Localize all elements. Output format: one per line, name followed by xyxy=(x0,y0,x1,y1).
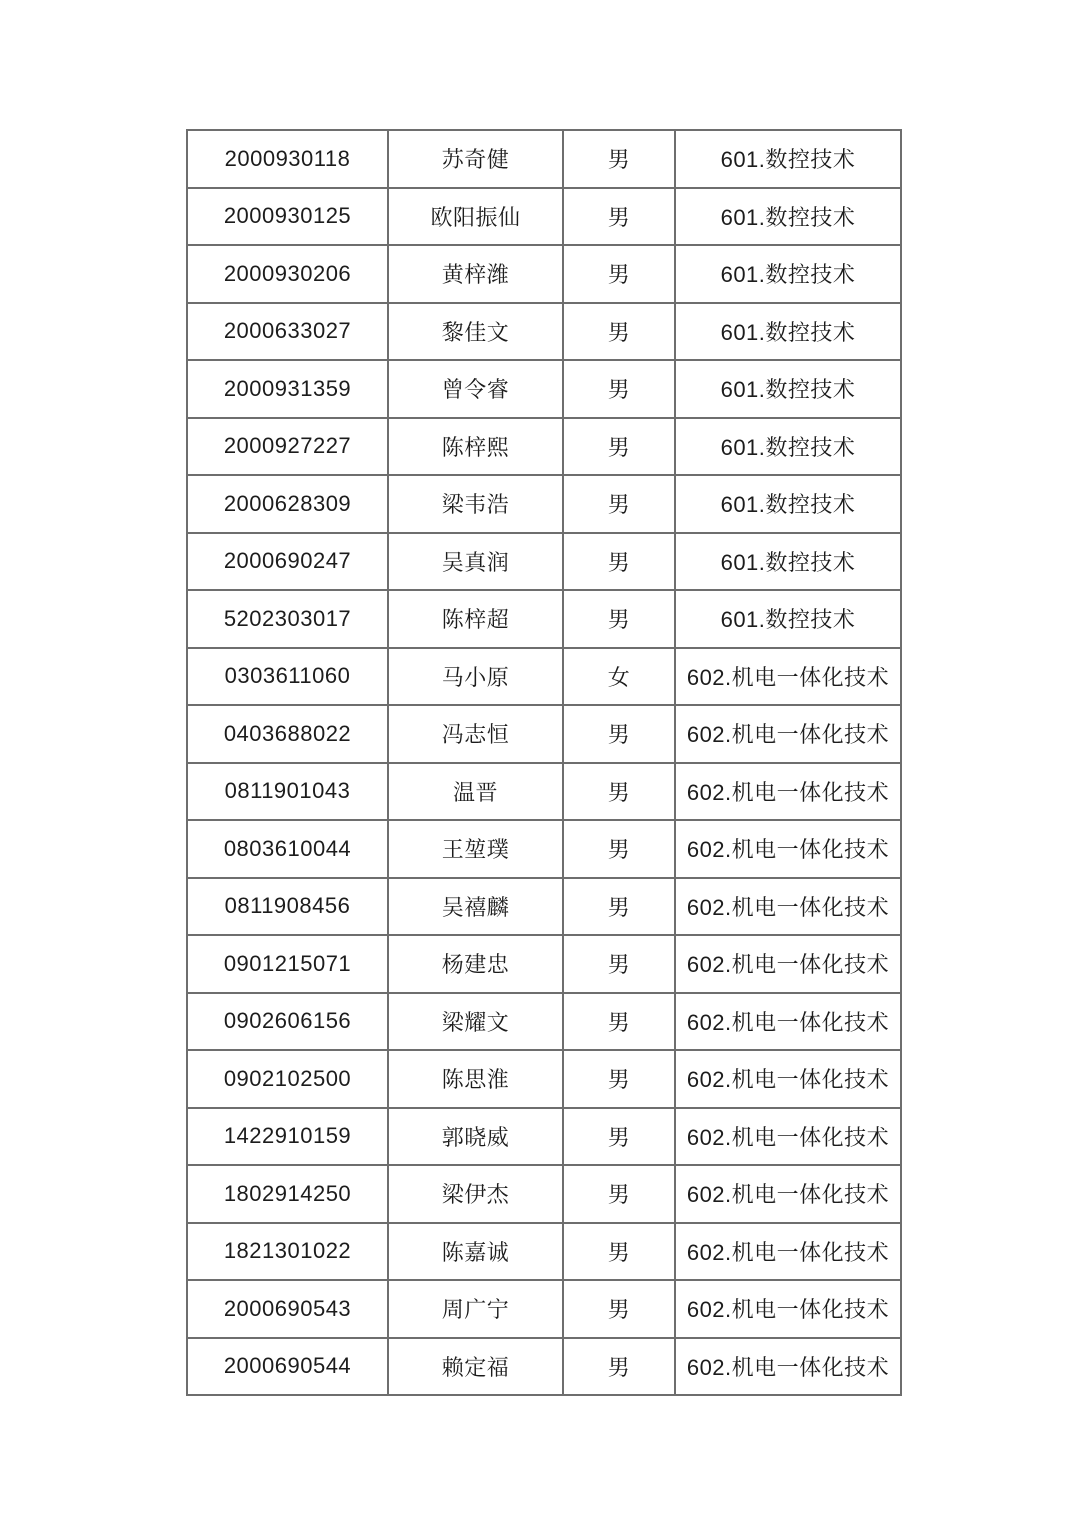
cell-gender: 男 xyxy=(563,705,675,763)
cell-gender: 男 xyxy=(563,303,675,361)
cell-student-id: 2000633027 xyxy=(187,303,388,361)
cell-student-id: 0403688022 xyxy=(187,705,388,763)
table-row xyxy=(187,820,901,878)
cell-major: 602.机电一体化技术 xyxy=(675,705,901,763)
cell-gender: 女 xyxy=(563,648,675,706)
cell-major: 601.数控技术 xyxy=(675,360,901,418)
cell-major: 601.数控技术 xyxy=(675,590,901,648)
cell-major: 601.数控技术 xyxy=(675,303,901,361)
cell-gender: 男 xyxy=(563,590,675,648)
cell-student-id: 2000690247 xyxy=(187,533,388,591)
table-row xyxy=(187,993,901,1051)
cell-student-name: 欧阳振仙 xyxy=(388,188,563,246)
cell-student-id: 2000930118 xyxy=(187,130,388,188)
table-row xyxy=(187,648,901,706)
cell-student-id: 0901215071 xyxy=(187,935,388,993)
cell-major: 601.数控技术 xyxy=(675,418,901,476)
cell-student-id: 2000930206 xyxy=(187,245,388,303)
cell-student-id: 2000690543 xyxy=(187,1280,388,1338)
cell-major: 602.机电一体化技术 xyxy=(675,648,901,706)
cell-student-id: 2000931359 xyxy=(187,360,388,418)
cell-student-id: 0902102500 xyxy=(187,1050,388,1108)
table-row xyxy=(187,130,901,188)
cell-major: 602.机电一体化技术 xyxy=(675,935,901,993)
cell-student-id: 0902606156 xyxy=(187,993,388,1051)
cell-gender: 男 xyxy=(563,360,675,418)
student-roster-table xyxy=(186,129,902,1396)
table-row xyxy=(187,1165,901,1223)
cell-major: 602.机电一体化技术 xyxy=(675,1338,901,1396)
table-row xyxy=(187,1338,901,1396)
cell-student-name: 赖定福 xyxy=(388,1338,563,1396)
cell-major: 602.机电一体化技术 xyxy=(675,1165,901,1223)
table-row xyxy=(187,1050,901,1108)
table-row xyxy=(187,878,901,936)
cell-gender: 男 xyxy=(563,245,675,303)
cell-major: 601.数控技术 xyxy=(675,188,901,246)
cell-student-id: 5202303017 xyxy=(187,590,388,648)
cell-major: 601.数控技术 xyxy=(675,130,901,188)
cell-major: 601.数控技术 xyxy=(675,475,901,533)
cell-student-id: 1821301022 xyxy=(187,1223,388,1281)
cell-student-name: 梁耀文 xyxy=(388,993,563,1051)
cell-student-id: 1422910159 xyxy=(187,1108,388,1166)
table-row xyxy=(187,1223,901,1281)
cell-student-id: 2000690544 xyxy=(187,1338,388,1396)
cell-gender: 男 xyxy=(563,935,675,993)
cell-major: 602.机电一体化技术 xyxy=(675,820,901,878)
table-row xyxy=(187,1108,901,1166)
cell-student-id: 2000628309 xyxy=(187,475,388,533)
cell-student-name: 杨建忠 xyxy=(388,935,563,993)
cell-student-name: 温晋 xyxy=(388,763,563,821)
table-row xyxy=(187,533,901,591)
table-row xyxy=(187,360,901,418)
cell-student-name: 黎佳文 xyxy=(388,303,563,361)
table-row xyxy=(187,1280,901,1338)
table-row xyxy=(187,590,901,648)
cell-major: 602.机电一体化技术 xyxy=(675,1108,901,1166)
table-row xyxy=(187,245,901,303)
student-roster-body xyxy=(187,130,901,1395)
cell-gender: 男 xyxy=(563,763,675,821)
cell-student-name: 马小原 xyxy=(388,648,563,706)
table-row xyxy=(187,763,901,821)
cell-student-name: 黄梓潍 xyxy=(388,245,563,303)
cell-gender: 男 xyxy=(563,418,675,476)
cell-student-name: 吴禧麟 xyxy=(388,878,563,936)
cell-gender: 男 xyxy=(563,1338,675,1396)
cell-gender: 男 xyxy=(563,1050,675,1108)
cell-student-id: 0811901043 xyxy=(187,763,388,821)
cell-student-name: 冯志恒 xyxy=(388,705,563,763)
cell-gender: 男 xyxy=(563,1223,675,1281)
cell-major: 602.机电一体化技术 xyxy=(675,878,901,936)
cell-major: 602.机电一体化技术 xyxy=(675,1280,901,1338)
cell-student-name: 苏奇健 xyxy=(388,130,563,188)
table-row xyxy=(187,188,901,246)
table-row xyxy=(187,935,901,993)
cell-student-id: 0803610044 xyxy=(187,820,388,878)
cell-student-name: 陈梓超 xyxy=(388,590,563,648)
cell-student-id: 0303611060 xyxy=(187,648,388,706)
cell-student-id: 2000927227 xyxy=(187,418,388,476)
cell-gender: 男 xyxy=(563,820,675,878)
cell-student-name: 吴真润 xyxy=(388,533,563,591)
table-row xyxy=(187,418,901,476)
cell-student-name: 陈嘉诚 xyxy=(388,1223,563,1281)
cell-student-name: 陈梓熙 xyxy=(388,418,563,476)
cell-gender: 男 xyxy=(563,1165,675,1223)
cell-student-id: 1802914250 xyxy=(187,1165,388,1223)
cell-gender: 男 xyxy=(563,188,675,246)
cell-student-id: 0811908456 xyxy=(187,878,388,936)
cell-gender: 男 xyxy=(563,993,675,1051)
cell-gender: 男 xyxy=(563,130,675,188)
cell-gender: 男 xyxy=(563,878,675,936)
cell-student-name: 梁伊杰 xyxy=(388,1165,563,1223)
cell-major: 601.数控技术 xyxy=(675,533,901,591)
cell-major: 602.机电一体化技术 xyxy=(675,993,901,1051)
table-row xyxy=(187,705,901,763)
cell-gender: 男 xyxy=(563,533,675,591)
cell-student-name: 曾令睿 xyxy=(388,360,563,418)
cell-major: 602.机电一体化技术 xyxy=(675,1223,901,1281)
cell-student-name: 郭晓威 xyxy=(388,1108,563,1166)
cell-student-name: 梁韦浩 xyxy=(388,475,563,533)
table-row xyxy=(187,475,901,533)
cell-student-name: 周广宁 xyxy=(388,1280,563,1338)
cell-student-name: 王堃璞 xyxy=(388,820,563,878)
cell-student-id: 2000930125 xyxy=(187,188,388,246)
cell-major: 602.机电一体化技术 xyxy=(675,1050,901,1108)
cell-student-name: 陈思淮 xyxy=(388,1050,563,1108)
cell-gender: 男 xyxy=(563,475,675,533)
cell-gender: 男 xyxy=(563,1280,675,1338)
cell-major: 601.数控技术 xyxy=(675,245,901,303)
cell-major: 602.机电一体化技术 xyxy=(675,763,901,821)
table-row xyxy=(187,303,901,361)
cell-gender: 男 xyxy=(563,1108,675,1166)
